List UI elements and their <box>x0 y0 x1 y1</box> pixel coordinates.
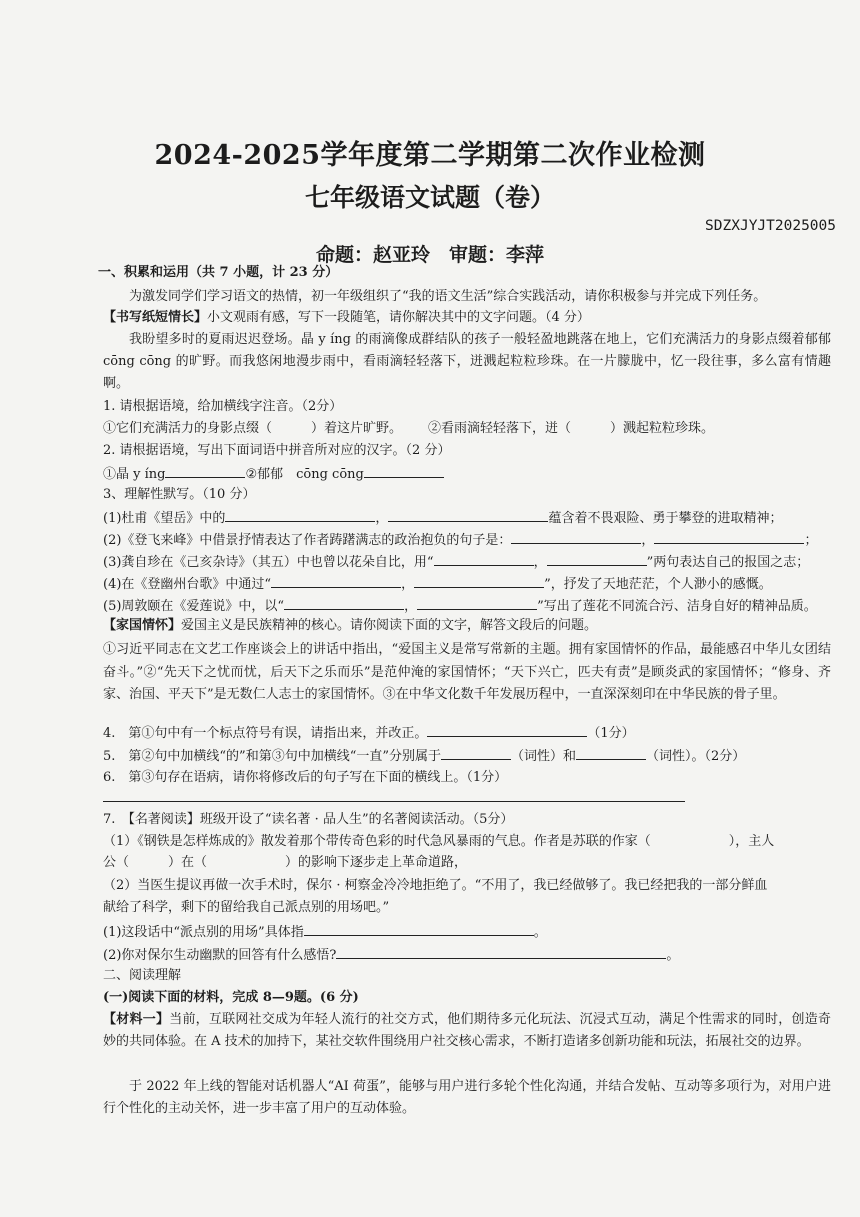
section1-heading: 一、积累和运用（共 7 小题，计 23 分） <box>98 265 339 280</box>
task1-line <box>103 308 833 327</box>
exam-title: 2024-2025学年度第二学期第二次作业检测 <box>154 140 706 171</box>
patriotism-passage: ①习近平同志在文艺工作座谈会上的讲话中指出，“爱国主义是常写常新的主题。拥有家国情怀的作品，最能感召中华儿女团结奋斗。”②“先天下之忧而忧，后天下之乐而乐”是范仲淹的家国情怀；“天下兴亡，匹夫有责”是顾炎武的家国情怀；“修身、齐家、治国、平天下”是无数仁人志士的家国情怀。③在中华文化数千年发展历程中，一直深深刻印在中华民族的骨子里。 <box>103 642 831 702</box>
q7-part2-line1: （2）当医生提议再做一次手术时，保尔 · 柯察金冷冷地拒绝了。“不用了，我已经做够了。我已经把我的一部分鲜血 <box>103 878 768 893</box>
q3-1-text-a: (1)杜甫《望岳》中的 <box>103 511 226 526</box>
q5-blank-a[interactable] <box>441 745 511 760</box>
q3-2-text: (2)《登飞来峰》中借景抒情表达了作者踌躇满志的政治抱负的句子是： <box>103 533 512 548</box>
q4-points: （1分） <box>587 726 635 741</box>
q3-line-4: (4)在《登幽州台歌》中通过“ ， ”，抒发了天地茫茫，个人渺小的感慨。 <box>103 573 833 594</box>
material1-paragraph-2: 于 2022 年上线的智能对话机器人“AI 荷蛋”，能够与用户进行多轮个性化沟通，并结合发帖、互动等多项行为，对用户进行个性化的主动关怀，进一步丰富了用户的互动体验。 <box>103 1079 831 1116</box>
question-1: 1. 请根据语境，给加横线字注音。（2分） <box>103 399 343 414</box>
question-6: 6. 第③句存在语病，请你将修改后的句子写在下面的横线上。（1分） <box>103 770 508 785</box>
q4-blank[interactable] <box>427 722 587 737</box>
q3-1-blank-a[interactable] <box>225 507 375 522</box>
q3-3-blank-a[interactable] <box>434 551 534 566</box>
q5-text-c: （词性）。（2分） <box>646 749 746 764</box>
section1-intro: 为激发同学们学习语文的热情，初一年级组织了“我的语文生活”综合实践活动，请你积极参与并完成下列任务。 <box>129 289 767 304</box>
q7-part1-line1: （1）《钢铁是怎样炼成的》散发着那个带传奇色彩的时代急风暴雨的气息。作者是苏联的作家（ ），主人 <box>103 834 775 849</box>
material1-text: 当前，互联网社交成为年轻人流行的社交方式，他们期待多元化玩法、沉浸式互动，满足个性需求的同时，创造奇妙的共同体验。在 A 技术的加持下，某社交软件围绕用户社交核心需求，不断打造诸多创新功能和玩法，拓展社交的边界。 <box>103 1012 831 1049</box>
q7-part2-line2: 献给了科学，剩下的留给我自己派点别的用场吧。” <box>103 900 390 915</box>
question-1-items <box>103 419 833 438</box>
q7-sub2-text: (2)你对保尔生动幽默的回答有什么感悟? <box>103 948 337 963</box>
q3-4-text-a: (4)在《登幽州台歌》中通过“ <box>103 577 272 592</box>
material1-label: 【材料一】 <box>103 1012 170 1027</box>
exam-subtitle: 七年级语文试题（卷） <box>304 183 555 212</box>
q2-item-a: ①晶 y íng <box>103 467 166 482</box>
exam-authors: 命题：赵亚玲 审题：李萍 <box>315 244 544 266</box>
exam-code: SDZXJYJT2025005 <box>705 218 836 234</box>
q3-1-text-b: 蕴含着不畏艰险、勇于攀登的进取精神； <box>548 511 783 526</box>
q2-item-b: ②郁郁 cōng cōng <box>245 467 364 482</box>
essay-paragraph: 我盼望多时的夏雨迟迟登场。晶 y íng 的雨滴像成群结队的孩子一般轻盈地跳落在地上，它们充满活力的身影点缀着郁郁 cōng cōng 的旷野。而我悠闲地漫步雨中，看雨滴轻轻落下，迸溅起粒粒珍珠。在一片朦胧中，忆一段往事，多么富有情趣啊。 <box>103 332 831 391</box>
q3-3-text-a: (3)龚自珍在《己亥杂诗》（其五）中也曾以花朵自比，用“ <box>103 555 434 570</box>
section2-heading: 二、阅读理解 <box>103 968 182 983</box>
q1-item-a: ①它们充满活力的身影点缀（ ）着这片旷野。 <box>103 421 403 436</box>
q2-blank-b[interactable] <box>364 463 444 478</box>
q3-2-blank-a[interactable] <box>511 529 641 544</box>
q3-5-text-b: ”写出了莲花不同流合污、洁身自好的精神品质。 <box>537 599 817 614</box>
q5-text-b: （词性）和 <box>511 749 577 764</box>
q2-blank-a[interactable] <box>165 463 245 478</box>
question-2: 2. 请根据语境，写出下面词语中拼音所对应的汉字。（2 分） <box>103 443 451 458</box>
question-5 <box>103 745 833 766</box>
q7-sub2: (2)你对保尔生动幽默的回答有什么感悟? 。 <box>103 944 833 965</box>
question-2-items <box>103 463 833 484</box>
question-7: 7. 【名著阅读】班级开设了“读名著 · 品人生”的名著阅读活动。（5分） <box>103 812 514 827</box>
question-3: 3、理解性默写。（10 分） <box>103 487 256 502</box>
task1-text: 小文观雨有感，写下一段随笔，请你解决其中的文字问题。（4 分） <box>207 310 590 325</box>
task1-label: 【书写纸短情长】 <box>103 310 208 325</box>
q3-line-5: (5)周敦颐在《爱莲说》中，以“ ， ”写出了莲花不同流合污、洁身自好的精神品质。 <box>103 595 833 616</box>
q3-line-2: (2)《登飞来峰》中借景抒情表达了作者踌躇满志的政治抱负的句子是： ， ； <box>103 529 833 550</box>
task2-label: 【家国情怀】 <box>103 618 182 633</box>
q1-item-b: ②看雨滴轻轻落下，迸（ ）溅起粒粒珍珠。 <box>428 421 715 436</box>
q7-sub1-text: (1)这段话中“派点别的用场”具体指 <box>103 925 304 940</box>
task2-line <box>103 616 833 635</box>
q4-text: 4. 第①句中有一个标点符号有误，请指出来，并改正。 <box>103 726 428 741</box>
q3-4-blank-a[interactable] <box>271 573 401 588</box>
question-4 <box>103 722 833 743</box>
q3-5-blank-b[interactable] <box>417 595 537 610</box>
q3-4-text-b: ，抒发了天地茫茫，个人渺小的感慨。 <box>550 577 772 592</box>
section2-sub: (一)阅读下面的材料，完成 8—9题。(6 分) <box>103 990 359 1005</box>
q5-text-a: 5. 第②句中加横线“的”和第③句中加横线“一直”分别属于 <box>103 749 441 764</box>
q3-3-text-b: ”两句表达自己的报国之志； <box>646 555 810 570</box>
q3-1-blank-b[interactable] <box>388 507 548 522</box>
q6-answer-line[interactable] <box>103 801 685 802</box>
q7-sub1-blank[interactable] <box>304 921 534 936</box>
q5-blank-b[interactable] <box>576 745 646 760</box>
q3-line-3: (3)龚自珍在《己亥杂诗》（其五）中也曾以花朵自比，用“ ， ”两句表达自己的报国之志； <box>103 551 833 572</box>
q3-3-blank-b[interactable] <box>547 551 647 566</box>
q3-5-text-a: (5)周敦颐在《爱莲说》中，以“ <box>103 599 285 614</box>
q3-line-1: (1)杜甫《望岳》中的 ， 蕴含着不畏艰险、勇于攀登的进取精神； <box>103 507 833 528</box>
q3-4-blank-b[interactable] <box>414 573 544 588</box>
q3-2-blank-b[interactable] <box>654 529 804 544</box>
q7-sub2-blank[interactable] <box>336 944 666 959</box>
q3-5-blank-a[interactable] <box>284 595 404 610</box>
task2-text: 爱国主义是民族精神的核心。请你阅读下面的文字，解答文段后的问题。 <box>181 618 598 633</box>
material1-paragraph <box>103 1009 831 1053</box>
q7-part1-line2: 公（ ）在（ ）的影响下逐步走上革命道路， <box>103 855 468 870</box>
q7-sub1: (1)这段话中“派点别的用场”具体指 。 <box>103 921 833 942</box>
